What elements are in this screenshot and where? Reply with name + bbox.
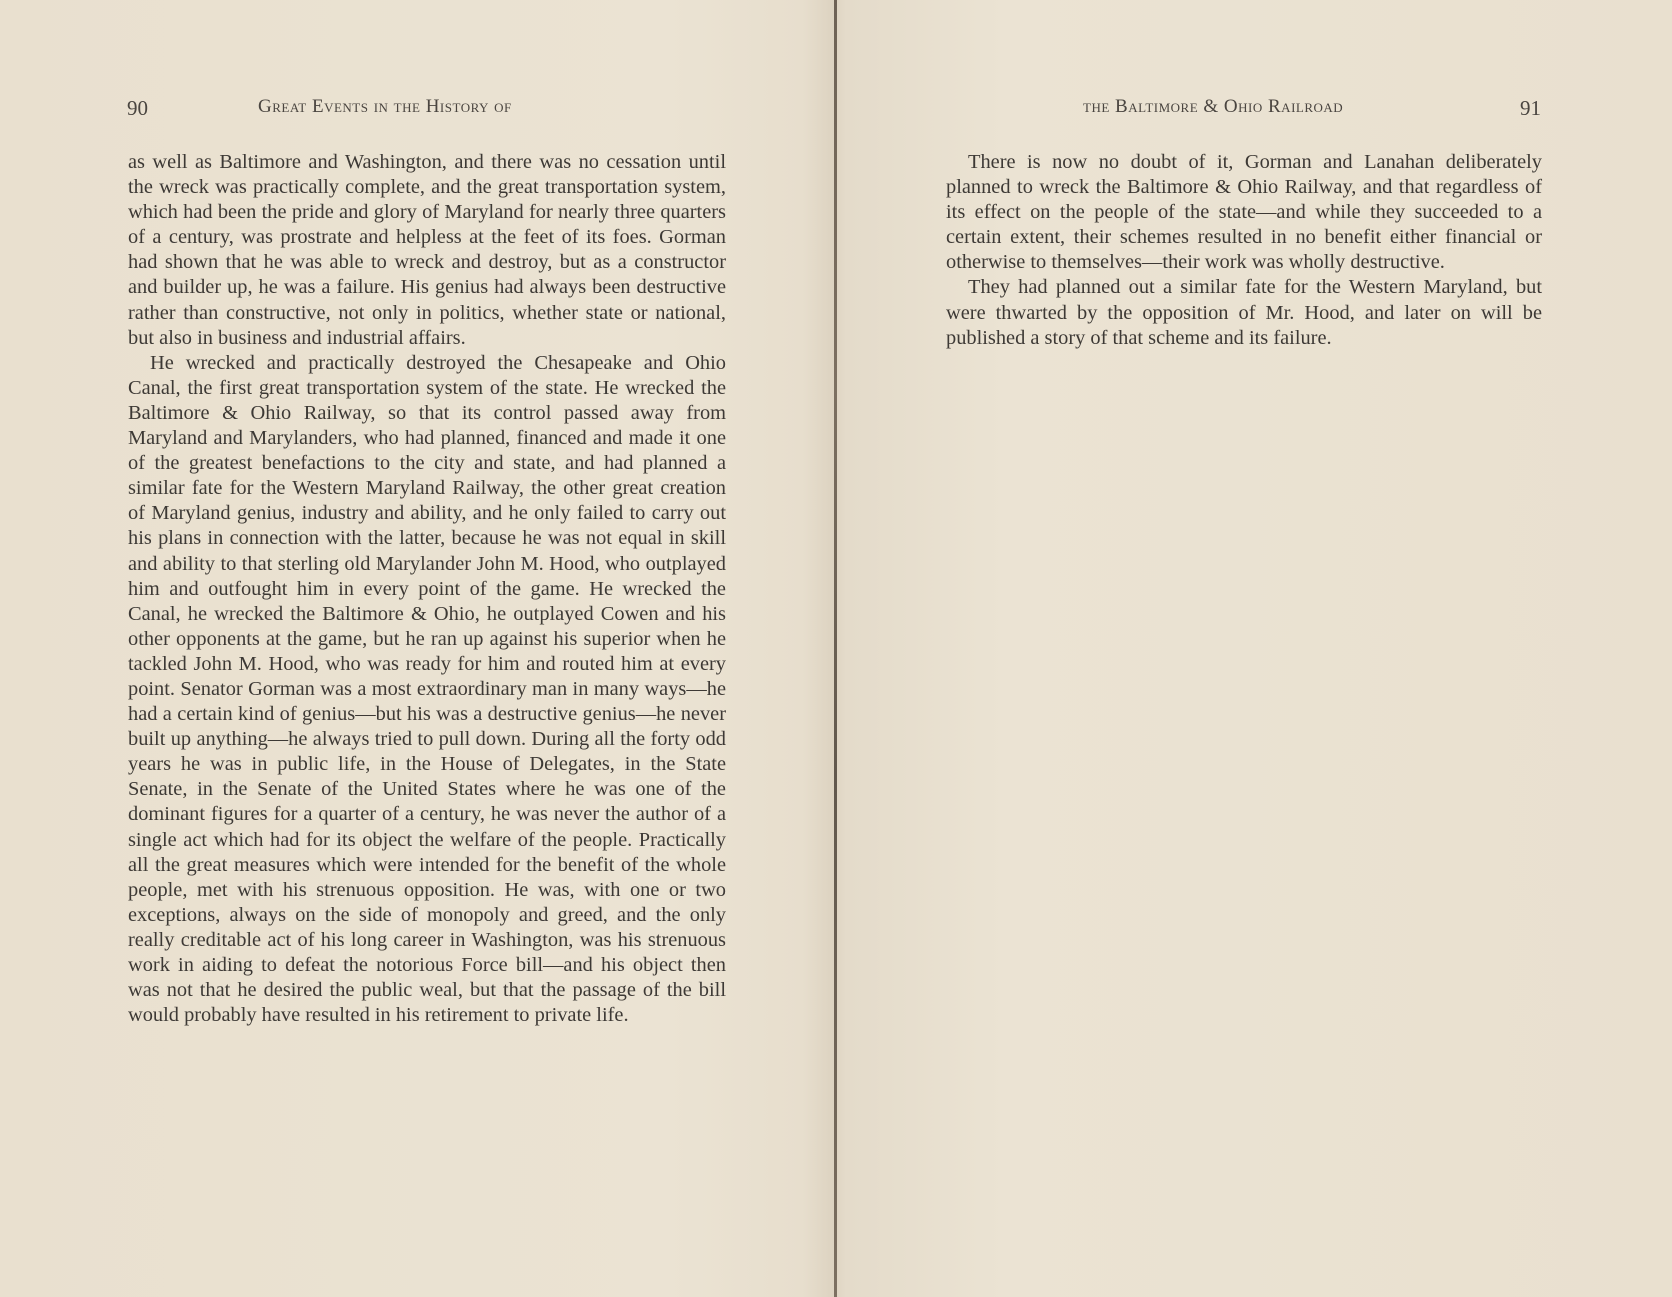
paragraph: They had planned out a similar fate for the Western Maryland, but were thwarted by the opposition of Mr. Hood, and later on will be published a story of that scheme and its failure.	[946, 276, 1542, 349]
paragraph: as well as Baltimore and Washington, and there was no cessation until the wreck was practically complete, and the great transportation system, which had been the pride and glory of Maryland for nearly three quarters of a century, was prostrate and helpless at the feet of its foes. Gorman had shown that he was able to wreck and destroy, but as a constructor and builder up, he was a failure. His genius had always been destructive rather than constructive, not only in politics, whether state or national, but also in business and industrial affairs.	[128, 151, 726, 349]
body-text	[128, 150, 726, 1028]
left-page	[0, 0, 834, 1297]
paragraph: There is now no doubt of it, Gorman and Lanahan deliberately planned to wreck the Baltimore & Ohio Railway, and that regardless of its effect on the people of the state—and while they succeeded to a certain extent, their schemes resulted in no benefit either financial or otherwise to themselves—their work was wholly destructive.	[946, 151, 1542, 274]
paragraph: He wrecked and practically destroyed the Chesapeake and Ohio Canal, the first great transportation system of the state. He wrecked the Baltimore & Ohio Railway, so that its control passed away from Maryland and Marylanders, who had planned, financed and made it one of the greatest benefactions to the city and state, and had planned a similar fate for the Western Maryland Railway, the other great creation of Maryland genius, industry and ability, and he only failed to carry out his plans in connection with the latter, because he was not equal in skill and ability to that sterling old Marylander John M. Hood, who outplayed him and outfought him in every point of the game. He wrecked the Canal, he wrecked the Baltimore & Ohio, he outplayed Cowen and his other opponents at the game, but he ran up against his superior when he tackled John M. Hood, who was ready for him and routed him at every point. Senator Gorman was a most extraordinary man in many ways—he had a certain kind of genius—but his was a destructive genius—he never built up anything—he always tried to pull down. During all the forty odd years he was in public life, in the House of Delegates, in the State Senate, in the Senate of the United States where he was one of the dominant figures for a quarter of a century, he was never the author of a single act which had for its object the welfare of the people. Practically all the great measures which were intended for the benefit of the whole people, met with his strenuous opposition. He was, with one or two exceptions, always on the side of monopoly and greed, and the only really creditable act of his long career in Washington, was his strenuous work in aiding to defeat the notorious Force bill—and his object then was not that he desired the public weal, but that the passage of the bill would probably have resulted in his retirement to private life.	[128, 351, 726, 1027]
running-head: the Baltimore & Ohio Railroad	[1083, 96, 1344, 117]
page-number: 90	[127, 96, 148, 120]
body-text	[946, 150, 1542, 351]
right-page	[837, 0, 1672, 1297]
page-number: 91	[1520, 96, 1541, 120]
running-head: Great Events in the History of	[258, 96, 512, 117]
